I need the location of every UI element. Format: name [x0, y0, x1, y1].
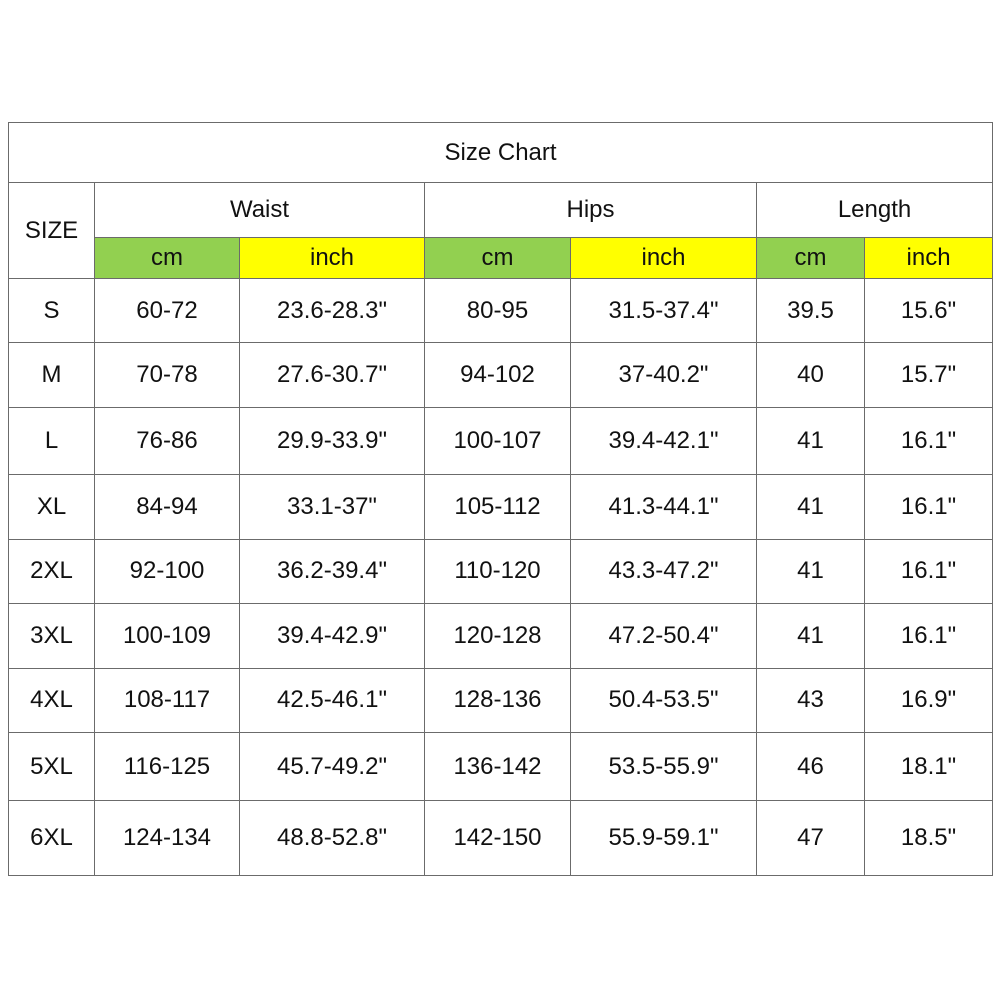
length-inch-header: inch	[865, 237, 993, 278]
hips-inch-cell: 50.4-53.5"	[571, 668, 757, 732]
group-header-row	[9, 183, 993, 237]
table-row	[9, 668, 993, 732]
waist-cm-cell: 60-72	[95, 279, 240, 343]
hips-cm-cell: 110-120	[425, 539, 571, 603]
table-row	[9, 279, 993, 343]
table-row	[9, 343, 993, 407]
waist-inch-cell: 23.6-28.3"	[240, 279, 425, 343]
length-cm-cell: 41	[757, 604, 865, 668]
length-inch-cell: 16.1"	[865, 475, 993, 539]
table-row	[9, 732, 993, 800]
length-inch-cell: 16.1"	[865, 407, 993, 474]
waist-inch-cell: 27.6-30.7"	[240, 343, 425, 407]
hips-cm-cell: 100-107	[425, 407, 571, 474]
waist-inch-cell: 48.8-52.8"	[240, 801, 425, 876]
length-inch-cell: 18.1"	[865, 732, 993, 800]
table-row	[9, 539, 993, 603]
waist-cm-cell: 108-117	[95, 668, 240, 732]
hips-inch-cell: 43.3-47.2"	[571, 539, 757, 603]
size-chart-table	[8, 122, 993, 876]
length-cm-cell: 43	[757, 668, 865, 732]
length-cm-header: cm	[757, 237, 865, 278]
length-cm-cell: 40	[757, 343, 865, 407]
waist-cm-cell: 124-134	[95, 801, 240, 876]
hips-inch-cell: 47.2-50.4"	[571, 604, 757, 668]
hips-cm-header: cm	[425, 237, 571, 278]
length-inch-cell: 15.7"	[865, 343, 993, 407]
waist-inch-cell: 33.1-37"	[240, 475, 425, 539]
length-inch-cell: 16.9"	[865, 668, 993, 732]
title-row	[9, 123, 993, 183]
hips-inch-cell: 39.4-42.1"	[571, 407, 757, 474]
waist-inch-cell: 36.2-39.4"	[240, 539, 425, 603]
waist-inch-cell: 45.7-49.2"	[240, 732, 425, 800]
size-label: 6XL	[9, 801, 95, 876]
hips-inch-cell: 41.3-44.1"	[571, 475, 757, 539]
unit-header-row	[9, 237, 993, 278]
table-row	[9, 801, 993, 876]
hips-inch-header: inch	[571, 237, 757, 278]
hips-cm-cell: 80-95	[425, 279, 571, 343]
table-row	[9, 475, 993, 539]
length-cm-cell: 41	[757, 539, 865, 603]
size-label: M	[9, 343, 95, 407]
waist-cm-cell: 116-125	[95, 732, 240, 800]
waist-cm-cell: 84-94	[95, 475, 240, 539]
waist-cm-cell: 92-100	[95, 539, 240, 603]
hips-group-header: Hips	[425, 183, 757, 237]
table-row	[9, 604, 993, 668]
size-label: L	[9, 407, 95, 474]
waist-cm-cell: 76-86	[95, 407, 240, 474]
waist-cm-cell: 100-109	[95, 604, 240, 668]
hips-inch-cell: 37-40.2"	[571, 343, 757, 407]
length-cm-cell: 41	[757, 407, 865, 474]
size-label: S	[9, 279, 95, 343]
length-group-header: Length	[757, 183, 993, 237]
size-label: 4XL	[9, 668, 95, 732]
size-label: XL	[9, 475, 95, 539]
size-label: 3XL	[9, 604, 95, 668]
length-inch-cell: 16.1"	[865, 604, 993, 668]
hips-cm-cell: 136-142	[425, 732, 571, 800]
hips-cm-cell: 105-112	[425, 475, 571, 539]
length-inch-cell: 16.1"	[865, 539, 993, 603]
hips-inch-cell: 31.5-37.4"	[571, 279, 757, 343]
length-inch-cell: 15.6"	[865, 279, 993, 343]
length-cm-cell: 41	[757, 475, 865, 539]
size-label: 2XL	[9, 539, 95, 603]
table-row	[9, 407, 993, 474]
waist-cm-cell: 70-78	[95, 343, 240, 407]
hips-cm-cell: 94-102	[425, 343, 571, 407]
hips-inch-cell: 53.5-55.9"	[571, 732, 757, 800]
length-cm-cell: 46	[757, 732, 865, 800]
size-column-header: SIZE	[9, 183, 95, 279]
hips-cm-cell: 142-150	[425, 801, 571, 876]
length-inch-cell: 18.5"	[865, 801, 993, 876]
chart-title: Size Chart	[9, 123, 993, 183]
waist-group-header: Waist	[95, 183, 425, 237]
waist-cm-header: cm	[95, 237, 240, 278]
waist-inch-cell: 29.9-33.9"	[240, 407, 425, 474]
hips-cm-cell: 120-128	[425, 604, 571, 668]
length-cm-cell: 47	[757, 801, 865, 876]
hips-inch-cell: 55.9-59.1"	[571, 801, 757, 876]
waist-inch-cell: 39.4-42.9"	[240, 604, 425, 668]
waist-inch-header: inch	[240, 237, 425, 278]
hips-cm-cell: 128-136	[425, 668, 571, 732]
size-label: 5XL	[9, 732, 95, 800]
waist-inch-cell: 42.5-46.1"	[240, 668, 425, 732]
length-cm-cell: 39.5	[757, 279, 865, 343]
